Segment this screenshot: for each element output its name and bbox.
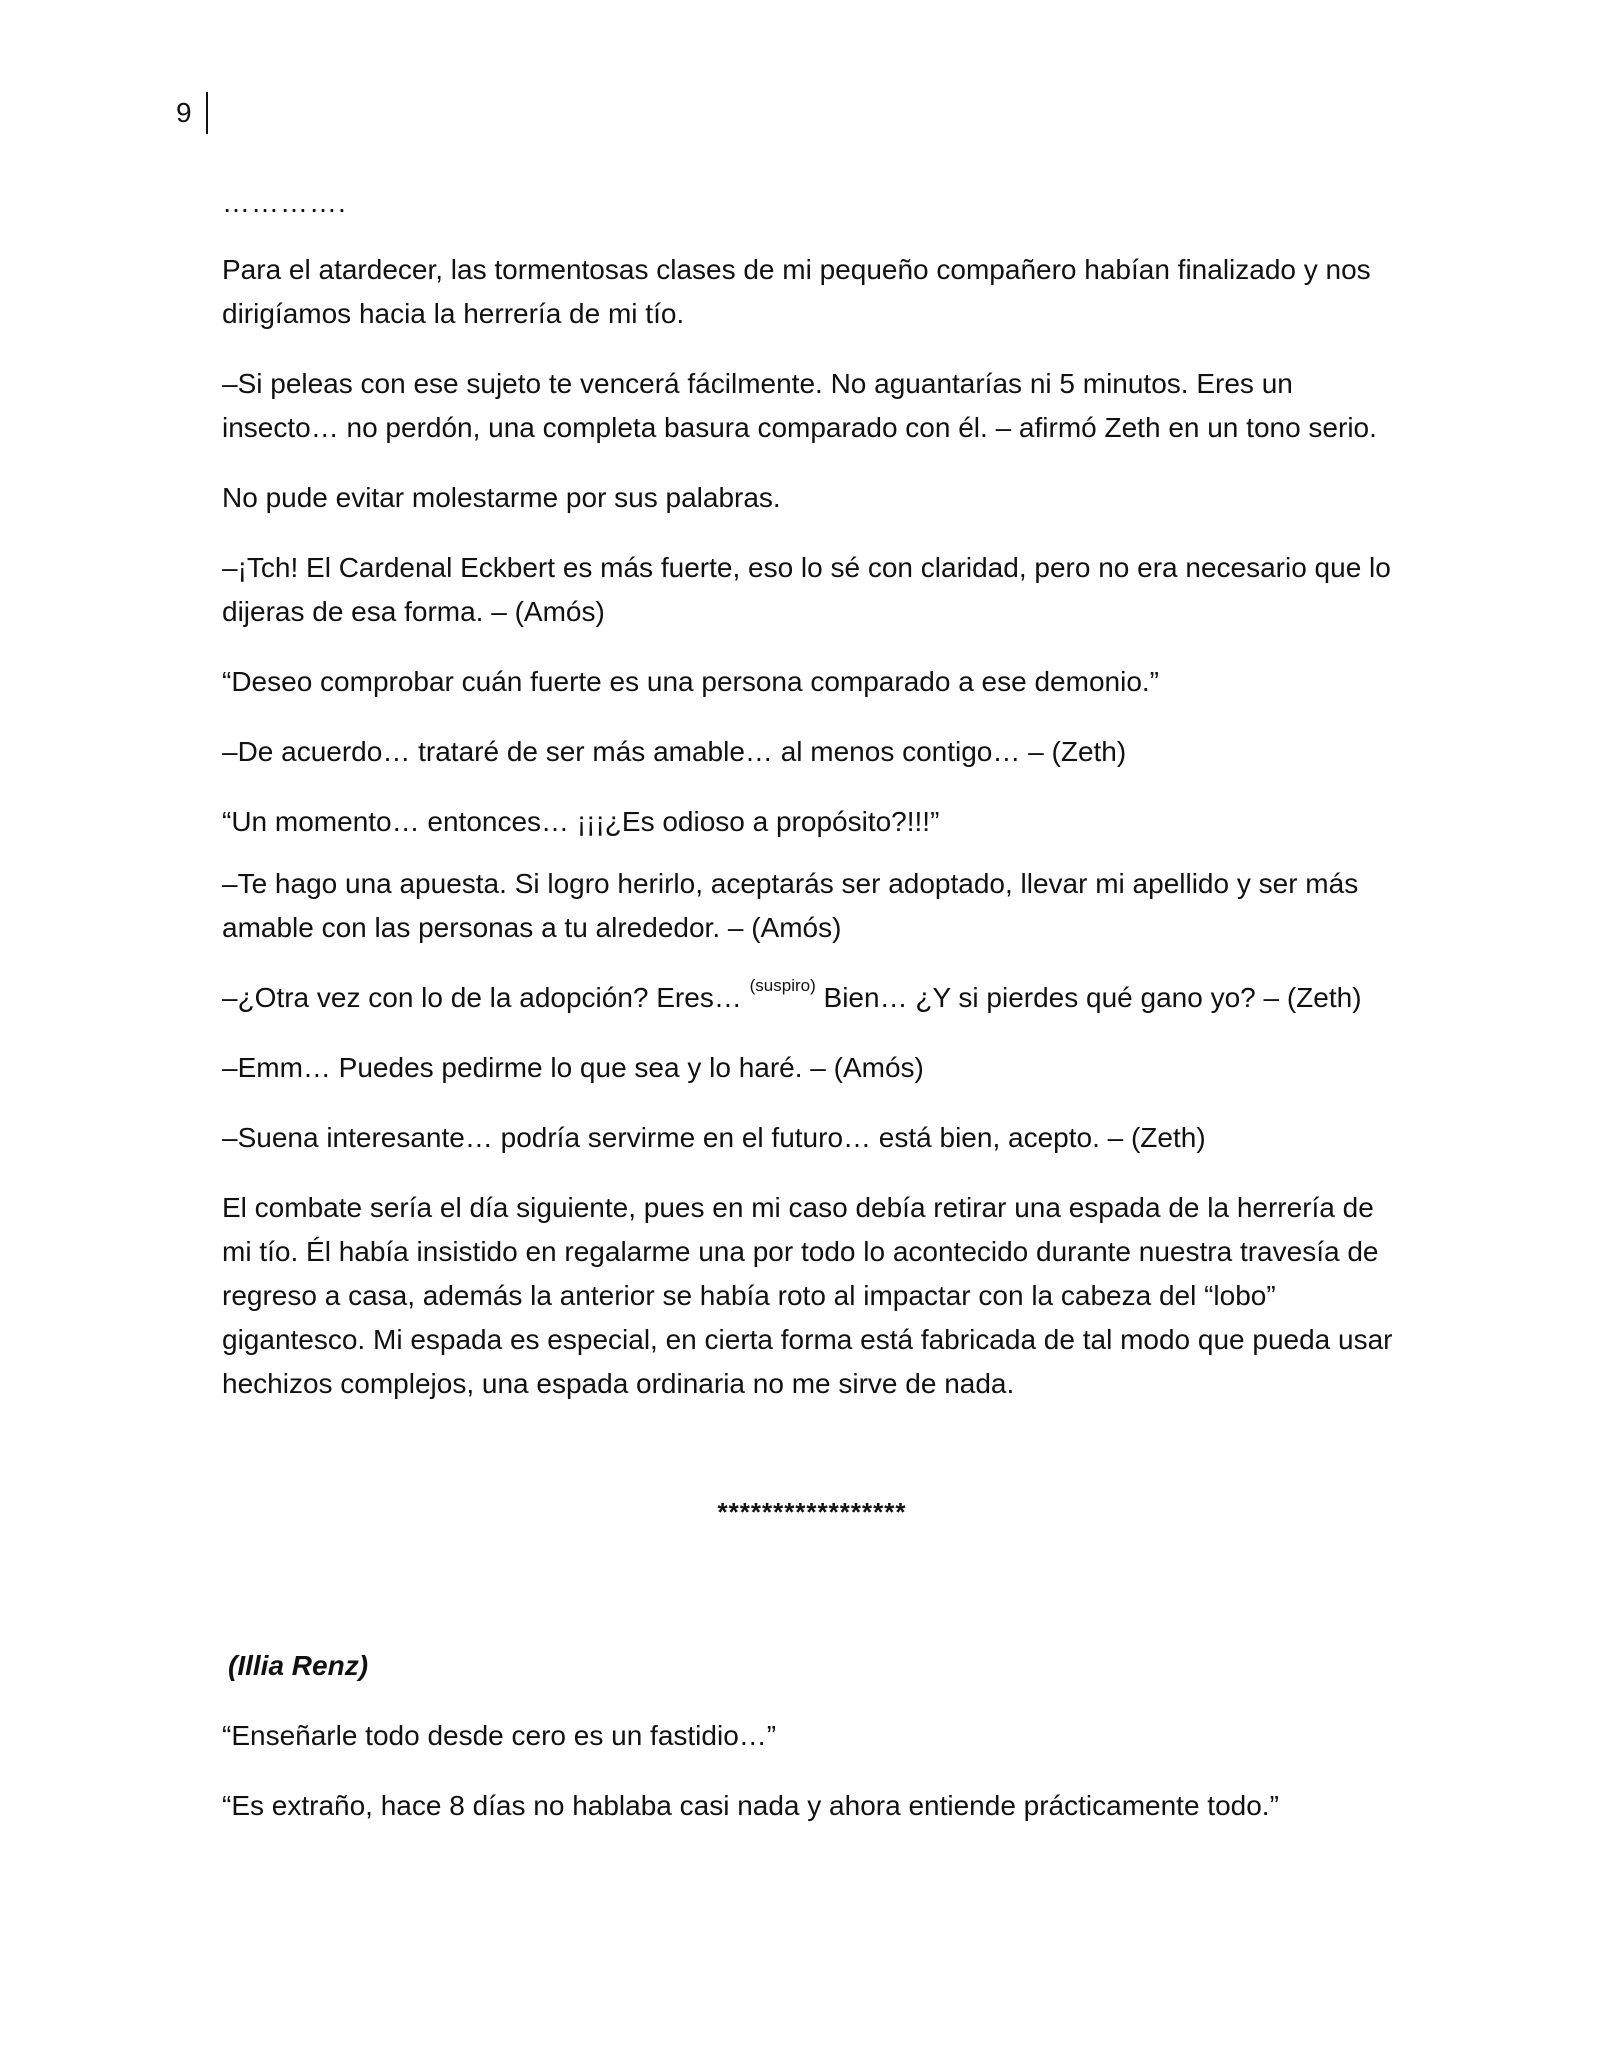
paragraph-9-end: Bien… ¿Y si pierdes qué gano yo? – (Zeth)	[815, 982, 1362, 1013]
scene-separator: *****************	[717, 1497, 907, 1527]
page-body	[222, 188, 1402, 1854]
paragraph-4: –¡Tch! El Cardenal Eckbert es más fuerte, eso lo sé con claridad, pero no era necesario que lo dijeras de esa forma. – (Amós)	[222, 552, 1391, 627]
paragraph-12: El combate sería el día siguiente, pues en mi caso debía retirar una espada de la herrería de mi tío. Él había insistido en regalarme una por todo lo acontecido durante nuestra travesía de regreso a casa, además la anterior se había roto al impactar con la cabeza del “lobo” gigantesco. Mi espada es especial, en cierta forma está fabricada de tal modo que pueda usar hechizos complejos, una espada ordinaria no me sirve de nada.	[222, 1192, 1393, 1399]
paragraph-1: Para el atardecer, las tormentosas clases de mi pequeño compañero habían finalizado y nos dirigíamos hacia la herrería de mi tío.	[222, 254, 1371, 329]
paragraph-13: “Enseñarle todo desde cero es un fastidio…”	[222, 1720, 777, 1751]
paragraph-8: –Te hago una apuesta. Si logro herirlo, aceptarás ser adoptado, llevar mi apellido y ser más amable con las personas a tu alrededor. – (Amós)	[222, 868, 1359, 943]
paragraph-10: –Emm… Puedes pedirme lo que sea y lo haré. – (Amós)	[222, 1052, 924, 1083]
page-header	[176, 92, 208, 134]
speaker-heading: (Illia Renz)	[228, 1650, 369, 1681]
section-leader-dots: ………….	[222, 187, 347, 218]
paragraph-14: “Es extraño, hace 8 días no hablaba casi nada y ahora entiende prácticamente todo.”	[222, 1790, 1279, 1821]
paragraph-2: –Si peleas con ese sujeto te vencerá fácilmente. No aguantarías ni 5 minutos. Eres un insecto… no perdón, una completa basura comparado con él. – afirmó Zeth en un tono serio.	[222, 368, 1377, 443]
aside-superscript: (suspiro)	[749, 976, 816, 995]
paragraph-9	[222, 976, 1402, 1020]
paragraph-11: –Suena interesante… podría servirme en el futuro… está bien, acepto. – (Zeth)	[222, 1122, 1206, 1153]
paragraph-7: “Un momento… entonces… ¡¡¡¿Es odioso a propósito?!!!”	[222, 806, 940, 837]
paragraph-3: No pude evitar molestarme por sus palabras.	[222, 482, 781, 513]
header-divider	[206, 92, 208, 134]
paragraph-9-start: –¿Otra vez con lo de la adopción? Eres…	[222, 982, 750, 1013]
paragraph-5: “Deseo comprobar cuán fuerte es una persona comparado a ese demonio.”	[222, 666, 1159, 697]
paragraph-6: –De acuerdo… trataré de ser más amable… al menos contigo… – (Zeth)	[222, 736, 1127, 767]
page-number: 9	[176, 97, 192, 128]
